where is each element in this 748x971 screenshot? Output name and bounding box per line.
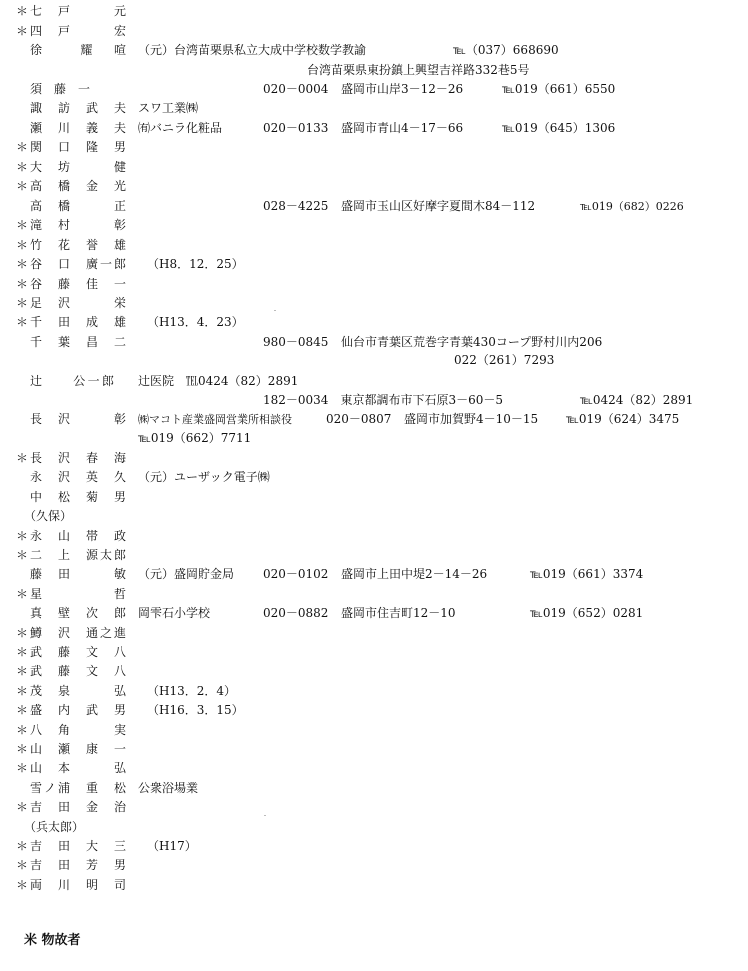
deceased-mark: ＊ bbox=[16, 160, 29, 174]
member-name: 長 沢 彰 bbox=[30, 412, 126, 426]
deceased-mark: ＊ bbox=[16, 684, 29, 698]
address: 盛岡市玉山区好摩字夏間木84－112 bbox=[341, 199, 536, 213]
list-item bbox=[0, 41, 748, 60]
phone-number: ℡019（645）1306 bbox=[502, 121, 616, 135]
address: 盛岡市上田中堤2－14－26 bbox=[341, 567, 488, 581]
phone-number: ℡019（662）7711 bbox=[138, 431, 252, 445]
death-date: （H13．2．4） bbox=[147, 684, 237, 698]
member-name: 中 松 菊 男 bbox=[30, 490, 126, 504]
member-name: 茂 泉 弘 bbox=[30, 684, 126, 698]
list-item bbox=[0, 798, 748, 817]
member-name: 武 藤 文 八 bbox=[30, 645, 126, 659]
member-name: 吉 田 大 三 bbox=[30, 839, 126, 853]
list-item bbox=[0, 313, 748, 332]
member-name: 藤 田 敏 bbox=[30, 567, 126, 581]
deceased-mark: ＊ bbox=[16, 277, 29, 291]
list-item bbox=[0, 856, 748, 875]
legend-footnote: 米 物故者 bbox=[24, 933, 81, 948]
postal-code: 020－0133 bbox=[263, 121, 329, 135]
member-name: 八 角 実 bbox=[30, 723, 126, 737]
member-name: 辻 公一郎 bbox=[30, 374, 114, 388]
list-item bbox=[0, 177, 748, 196]
list-item bbox=[0, 22, 748, 41]
member-former-name: （久保） bbox=[24, 509, 73, 523]
deceased-mark: ＊ bbox=[16, 839, 29, 853]
deceased-mark: ＊ bbox=[16, 4, 29, 18]
deceased-mark: ＊ bbox=[16, 296, 29, 310]
phone-number: ℡019（682）0226 bbox=[580, 200, 684, 213]
affiliation: ㈱マコト産業盛岡営業所相談役 bbox=[138, 413, 292, 426]
list-item bbox=[0, 682, 748, 701]
list-item bbox=[0, 216, 748, 235]
list-item-continuation bbox=[0, 351, 748, 370]
affiliation: （元）ユーザック電子㈱ bbox=[138, 470, 270, 484]
deceased-mark: ＊ bbox=[16, 548, 29, 562]
deceased-mark: ＊ bbox=[16, 626, 29, 640]
phone-number: ℡019（661）3374 bbox=[530, 567, 644, 581]
list-item bbox=[0, 236, 748, 255]
member-name: 諏 訪 武 夫 bbox=[30, 101, 126, 115]
deceased-mark: ＊ bbox=[16, 238, 29, 252]
list-item bbox=[0, 604, 748, 623]
list-item bbox=[0, 624, 748, 643]
affiliation: スワ工業㈱ bbox=[138, 101, 199, 115]
list-item bbox=[0, 759, 748, 778]
member-name: 二 上 源太郎 bbox=[30, 548, 126, 562]
list-item bbox=[0, 507, 748, 526]
list-item-continuation bbox=[0, 391, 748, 410]
list-item bbox=[0, 779, 748, 798]
member-name: 高 橋 正 bbox=[30, 199, 126, 213]
list-item-continuation bbox=[0, 61, 748, 80]
list-item bbox=[0, 876, 748, 895]
address: 盛岡市青山4－17－66 bbox=[341, 121, 464, 135]
list-item bbox=[0, 818, 748, 837]
member-name: 滝 村 彰 bbox=[30, 218, 126, 232]
list-item bbox=[0, 138, 748, 157]
deceased-mark: ＊ bbox=[16, 858, 29, 872]
list-item bbox=[0, 119, 748, 138]
address: 仙台市青葉区荒巻字青葉430コープ野村川内206 bbox=[341, 335, 603, 349]
phone-number: ℡019（624）3475 bbox=[566, 412, 680, 426]
member-name: 足 沢 栄 bbox=[30, 296, 126, 310]
member-name: 瀬 川 義 夫 bbox=[30, 121, 126, 135]
scan-speck bbox=[274, 310, 276, 311]
affiliation: ㈲バニラ化粧品 bbox=[138, 121, 223, 135]
member-name: 武 藤 文 八 bbox=[30, 664, 126, 678]
member-name: 谷 口 廣一郎 bbox=[30, 257, 126, 271]
list-item bbox=[0, 158, 748, 177]
list-item bbox=[0, 333, 748, 352]
member-name: 徐 耀 喧 bbox=[30, 43, 126, 57]
member-name: 高 橋 金 光 bbox=[30, 179, 126, 193]
member-name: 長 沢 春 海 bbox=[30, 451, 126, 465]
deceased-mark: ＊ bbox=[16, 451, 29, 465]
list-item bbox=[0, 294, 748, 313]
address: 台湾苗栗県東扮鎮上興望吉祥路332巷5号 bbox=[307, 63, 530, 77]
list-item bbox=[0, 255, 748, 274]
phone-number: ℡0424（82）2891 bbox=[580, 393, 694, 407]
address: 盛岡市住吉町12－10 bbox=[341, 606, 456, 620]
affiliation: 公衆浴場業 bbox=[138, 781, 199, 795]
member-name: 鱒 沢 通之進 bbox=[30, 626, 126, 640]
list-item bbox=[0, 740, 748, 759]
list-item bbox=[0, 643, 748, 662]
list-item-continuation bbox=[0, 429, 748, 448]
deceased-mark: ＊ bbox=[16, 723, 29, 737]
deceased-mark: ＊ bbox=[16, 703, 29, 717]
deceased-mark: ＊ bbox=[16, 140, 29, 154]
affiliation: 岡雫石小学校 bbox=[138, 606, 211, 620]
list-item bbox=[0, 2, 748, 21]
member-name: 盛 内 武 男 bbox=[30, 703, 126, 717]
member-name: 千 田 成 雄 bbox=[30, 315, 126, 329]
member-name: 谷 藤 佳 一 bbox=[30, 277, 126, 291]
list-item bbox=[0, 837, 748, 856]
member-name: 七 戸 元 bbox=[30, 4, 126, 18]
list-item bbox=[0, 449, 748, 468]
list-item bbox=[0, 99, 748, 118]
list-item bbox=[0, 80, 748, 99]
member-name: 吉 田 金 治 bbox=[30, 800, 126, 814]
scan-speck bbox=[264, 815, 266, 816]
member-name: 関 口 隆 男 bbox=[30, 140, 126, 154]
list-item bbox=[0, 275, 748, 294]
postal-code: 020－0807 bbox=[326, 412, 392, 426]
affiliation: （元）盛岡貯金局 bbox=[138, 567, 235, 581]
member-name: 大 坊 健 bbox=[30, 160, 126, 174]
list-item bbox=[0, 721, 748, 740]
deceased-mark: ＊ bbox=[16, 218, 29, 232]
phone-number: ℡（037）668690 bbox=[453, 43, 559, 57]
phone-number: ℡019（652）0281 bbox=[530, 606, 644, 620]
list-item bbox=[0, 468, 748, 487]
list-item bbox=[0, 488, 748, 507]
list-item bbox=[0, 410, 748, 429]
phone-number: 022（261）7293 bbox=[454, 353, 555, 367]
member-name: 須 藤 一 bbox=[30, 82, 91, 96]
member-name: 四 戸 宏 bbox=[30, 24, 126, 38]
deceased-mark: ＊ bbox=[16, 878, 29, 892]
deceased-mark: ＊ bbox=[16, 645, 29, 659]
deceased-mark: ＊ bbox=[16, 24, 29, 38]
postal-code: 020－0004 bbox=[263, 82, 329, 96]
member-name: 山 本 弘 bbox=[30, 761, 126, 775]
address: 182－0034 東京都調布市下石原3－60－5 bbox=[263, 393, 503, 407]
deceased-mark: ＊ bbox=[16, 761, 29, 775]
list-item bbox=[0, 527, 748, 546]
address: 盛岡市山岸3－12－26 bbox=[341, 82, 464, 96]
deceased-mark: ＊ bbox=[16, 587, 29, 601]
list-item bbox=[0, 565, 748, 584]
member-name: 星 哲 bbox=[30, 587, 126, 601]
deceased-mark: ＊ bbox=[16, 257, 29, 271]
postal-code: 020－0102 bbox=[263, 567, 329, 581]
list-item bbox=[0, 197, 748, 216]
death-date: （H8．12．25） bbox=[147, 257, 244, 271]
phone-number: ℡019（661）6550 bbox=[502, 82, 616, 96]
member-name: 竹 花 誉 雄 bbox=[30, 238, 126, 252]
member-name: 真 壁 次 郎 bbox=[30, 606, 126, 620]
member-name: 両 川 明 司 bbox=[30, 878, 126, 892]
list-item bbox=[0, 372, 748, 391]
death-date: （H16．3．15） bbox=[147, 703, 244, 717]
member-name: 永 沢 英 久 bbox=[30, 470, 126, 484]
address: 盛岡市加賀野4－10－15 bbox=[404, 412, 539, 426]
list-item bbox=[0, 701, 748, 720]
deceased-mark: ＊ bbox=[16, 529, 29, 543]
member-name: 山 瀬 康 一 bbox=[30, 742, 126, 756]
affiliation: （元）台湾苗栗県私立大成中学校数学教諭 bbox=[138, 43, 367, 57]
member-name: 吉 田 芳 男 bbox=[30, 858, 126, 872]
deceased-mark: ＊ bbox=[16, 742, 29, 756]
list-item bbox=[0, 662, 748, 681]
list-item bbox=[0, 585, 748, 604]
list-item bbox=[0, 546, 748, 565]
affiliation: 辻医院 ℡0424（82）2891 bbox=[138, 374, 299, 388]
member-name: 雪ノ浦 重 松 bbox=[30, 781, 126, 795]
member-former-name: （兵太郎） bbox=[24, 820, 85, 834]
postal-code: 028－4225 bbox=[263, 199, 329, 213]
member-name: 永 山 帯 政 bbox=[30, 529, 126, 543]
deceased-mark: ＊ bbox=[16, 664, 29, 678]
postal-code: 020－0882 bbox=[263, 606, 329, 620]
member-name: 千 葉 昌 二 bbox=[30, 335, 126, 349]
deceased-mark: ＊ bbox=[16, 179, 29, 193]
postal-code: 980－0845 bbox=[263, 335, 329, 349]
deceased-mark: ＊ bbox=[16, 315, 29, 329]
deceased-mark: ＊ bbox=[16, 800, 29, 814]
death-date: （H13．4．23） bbox=[147, 315, 244, 329]
death-date: （H17） bbox=[147, 839, 197, 853]
